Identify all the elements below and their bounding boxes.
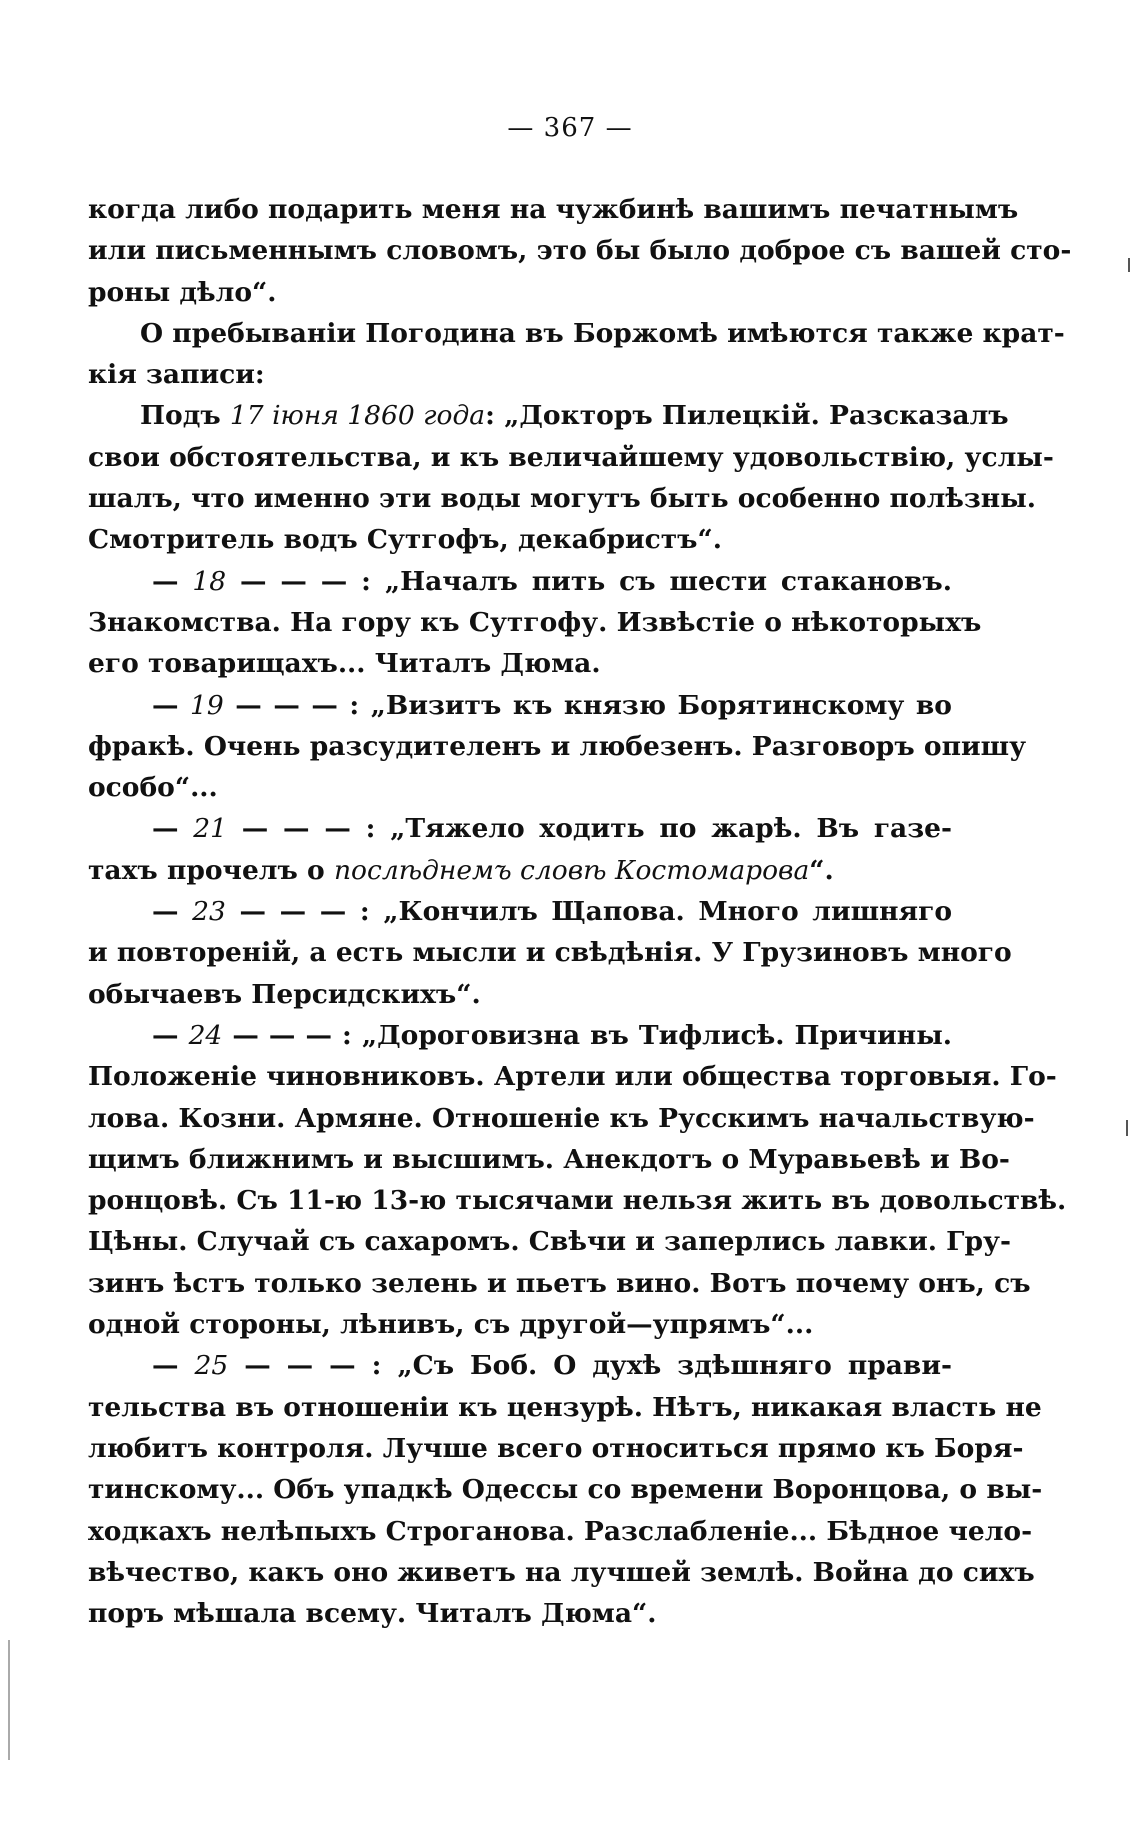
- page-number: — 367 —: [507, 113, 633, 143]
- text-run: — — — : „Кончилъ Щапова. Много лишняго: [225, 896, 952, 928]
- text-line: фракѣ. Очень разсудителенъ и любезенъ. Разговоръ опишу: [88, 730, 1027, 762]
- page-body-text: [88, 189, 1072, 1634]
- scan-mark: [1128, 258, 1130, 272]
- text-run: “.: [809, 854, 834, 886]
- text-run: — — — : „Началъ пить съ шести стакановъ.: [226, 565, 952, 597]
- text-line: ронцовѣ. Съ 11-ю 13-ю тысячами нельзя жить въ довольствѣ.: [88, 1185, 1067, 1217]
- text-run: тахъ прочелъ о: [88, 854, 334, 886]
- text-line: особо“...: [88, 772, 218, 804]
- italic-run: 17 іюня 1860 года: [229, 400, 486, 432]
- text-line: тельства въ отношеніи къ цензурѣ. Нѣтъ, никакая власть не: [88, 1391, 1042, 1423]
- text-line: [88, 891, 952, 932]
- text-run: —: [152, 813, 194, 845]
- text-line: одной стороны, лѣнивъ, съ другой—упрямъ“...: [88, 1309, 814, 1341]
- text-run: — — — : „Визитъ къ князю Борятинскому во: [223, 689, 952, 721]
- text-line: [88, 561, 952, 602]
- text-line: свои обстоятельства, и къ величайшему удовольствію, услы-: [88, 441, 1054, 473]
- italic-run: 21: [193, 813, 228, 845]
- text-line: ходкахъ нелѣпыхъ Строганова. Разслабленіе... Бѣдное чело-: [88, 1515, 1033, 1547]
- text-run: — — — : „Съ Боб. О духѣ здѣшняго прави-: [228, 1350, 952, 1382]
- text-line: поръ мѣшала всему. Читалъ Дюма“.: [88, 1598, 657, 1630]
- text-run: — — — : „Тяжело ходить по жарѣ. Въ газе-: [227, 813, 952, 845]
- text-line: обычаевъ Персидскихъ“.: [88, 978, 481, 1010]
- italic-run: 25: [194, 1350, 229, 1382]
- text-line: [88, 850, 952, 891]
- text-line: шалъ, что именно эти воды могутъ быть особенно полѣзны.: [88, 483, 1036, 515]
- scan-mark: [8, 1640, 10, 1760]
- text-line: Цѣны. Случай съ сахаромъ. Свѣчи и заперлись лавки. Гру-: [88, 1226, 1011, 1258]
- italic-run: 19: [190, 689, 224, 721]
- text-line: вѣчество, какъ оно живетъ на лучшей землѣ. Война до сихъ: [88, 1556, 1035, 1588]
- scan-mark: [1126, 1120, 1128, 1136]
- text-run: —: [152, 896, 193, 928]
- text-line: или письменнымъ словомъ, это бы было доброе съ вашей сто-: [88, 235, 1072, 267]
- text-run: —: [152, 565, 193, 597]
- italic-run: 23: [192, 896, 226, 928]
- text-line: зинъ ѣстъ только зелень и пьетъ вино. Вотъ почему онъ, съ: [88, 1267, 1031, 1299]
- text-run: —: [152, 1350, 195, 1382]
- text-line: [88, 808, 952, 849]
- text-line: Смотритель водъ Сутгофъ, декабристъ“.: [88, 524, 722, 556]
- text-line: кія записи:: [88, 359, 265, 391]
- italic-run: 24: [188, 1019, 223, 1051]
- text-line: когда либо подарить меня на чужбинѣ вашимъ печатнымъ: [88, 194, 1019, 225]
- italic-run: 18: [192, 565, 227, 597]
- text-line: [88, 1015, 952, 1056]
- text-run: —: [152, 1019, 189, 1051]
- text-line: [88, 395, 1009, 436]
- text-line: тинскому... Объ упадкѣ Одессы со времени Воронцова, о вы-: [88, 1474, 1043, 1506]
- text-line: Знакомства. На гору къ Сутгофу. Извѣстіе о нѣкоторыхъ: [88, 606, 982, 638]
- text-run: —: [152, 689, 191, 721]
- text-line: Положеніе чиновниковъ. Артели или общества торговыя. Го-: [88, 1061, 1057, 1093]
- text-run: Подъ: [140, 400, 230, 432]
- text-line: О пребываніи Погодина въ Боржомѣ имѣются также крат-: [140, 317, 1065, 349]
- text-line: щимъ ближнимъ и высшимъ. Анекдотъ о Муравьевѣ и Во-: [88, 1143, 1010, 1175]
- text-line: его товарищахъ... Читалъ Дюма.: [88, 648, 601, 680]
- text-line: [88, 1345, 952, 1386]
- text-line: роны дѣло“.: [88, 276, 277, 308]
- italic-run: послѣднемъ словѣ Костомарова: [333, 854, 810, 886]
- text-run: : „Докторъ Пилецкій. Разсказалъ: [485, 400, 1009, 432]
- text-line: и повтореній, а есть мысли и свѣдѣнія. У Грузиновъ много: [88, 937, 1012, 969]
- text-line: лова. Козни. Армяне. Отношеніе къ Русскимъ начальствую-: [88, 1102, 1035, 1134]
- text-line: [88, 685, 952, 726]
- text-run: — — — : „Дороговизна въ Тифлисѣ. Причины.: [222, 1019, 952, 1051]
- text-line: любитъ контроля. Лучше всего относиться прямо къ Боря-: [88, 1432, 1024, 1464]
